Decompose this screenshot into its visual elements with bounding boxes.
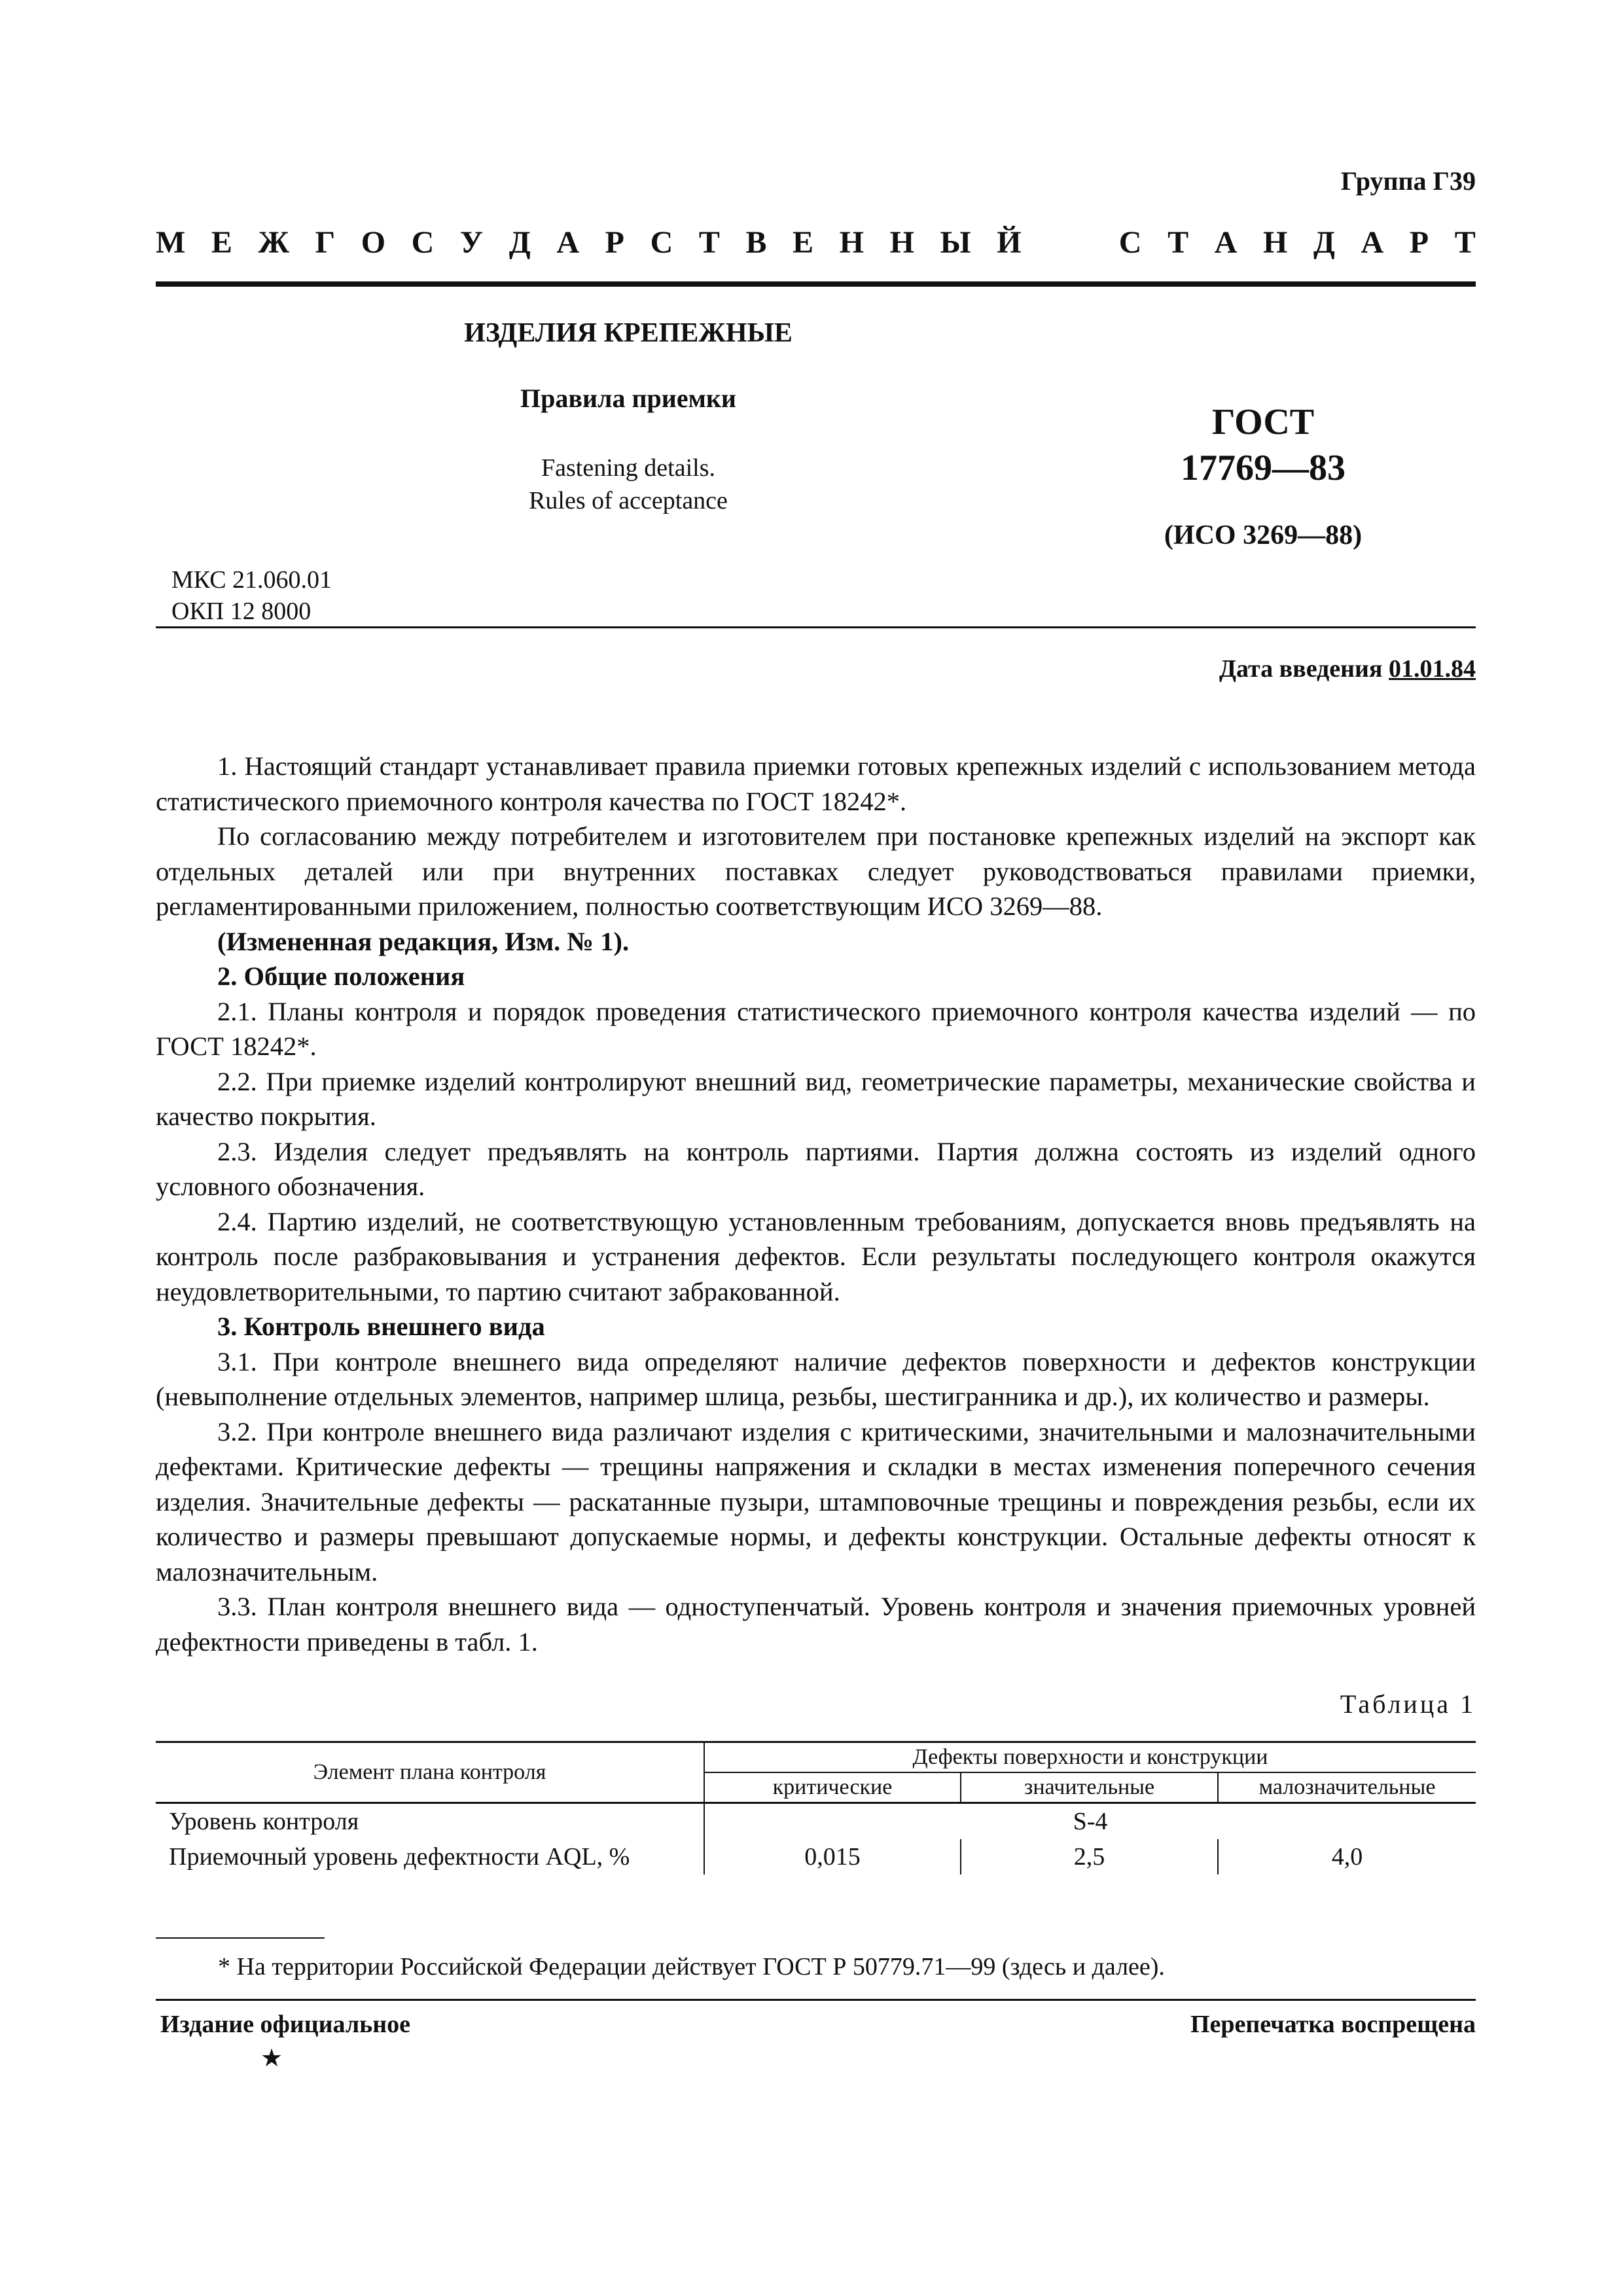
star-icon: ★ <box>260 2045 283 2072</box>
english-title <box>314 452 942 517</box>
heading-letter: Ж <box>258 224 289 260</box>
header-significant: значительные <box>961 1772 1218 1803</box>
english-title-line: Rules of acceptance <box>529 487 728 514</box>
control-level-value: S-4 <box>1073 1808 1108 1835</box>
header-minor: малозначительные <box>1218 1772 1476 1803</box>
document-title: ИЗДЕЛИЯ КРЕПЕЖНЫЕ <box>464 318 793 348</box>
table-caption: Таблица 1 <box>1340 1689 1476 1719</box>
heading-letter: Й <box>997 224 1022 260</box>
paragraph: По согласованию между потребителем и изготовителем при постановке крепежных изделий на экспорт как отдельных деталей или при внутренних поставках следует руководствоваться правилами приемки, регламентированными приложением, полностью соответствующим ИСО 3269—88. <box>156 821 1476 921</box>
heading-letter: С <box>411 224 435 260</box>
heading-letter: Н <box>889 224 914 260</box>
intro-date-value: 01.01.84 <box>1389 655 1476 683</box>
gost-number: 17769—83 <box>1181 448 1346 488</box>
header-critical: критические <box>704 1772 961 1803</box>
document-body <box>156 749 1476 1659</box>
heading-letter: М <box>156 224 186 260</box>
reprint-prohibited-label: Перепечатка воспрещена <box>1190 2011 1476 2038</box>
paragraph: 2.4. Партию изделий, не соответствующую установленным требованиям, допускается вновь предъявлять на контроль после разбраковывания и устранения дефектов. Если результаты последующего контроля окажутся неудовлетворительными, то партию считают забракованной. <box>156 1206 1476 1306</box>
aql-minor: 4,0 <box>1331 1843 1363 1871</box>
codes-rule <box>156 626 1476 628</box>
heading-letter: О <box>361 224 386 260</box>
paragraph: 1. Настоящий стандарт устанавливает правила приемки готовых крепежных изделий с использованием метода статистического приемочного контроля качества по ГОСТ 18242*. <box>156 751 1476 816</box>
heading-letter: Ы <box>940 224 971 260</box>
header-rule <box>156 281 1476 287</box>
section-heading: 3. Контроль внешнего вида <box>217 1312 545 1341</box>
row-label: Приемочный уровень дефектности AQL, % <box>156 1839 704 1874</box>
gost-label: ГОСТ <box>1211 402 1315 442</box>
header-defects-group: Дефекты поверхности и конструкции <box>704 1742 1476 1773</box>
group-code: Группа Г39 <box>1340 166 1476 196</box>
heading-letter: Н <box>1262 224 1288 260</box>
heading-letter: Т <box>1168 224 1189 260</box>
official-edition-label: Издание официальное <box>160 2011 411 2038</box>
interstate-standard-heading <box>156 223 1476 262</box>
okp-code: ОКП 12 8000 <box>171 598 312 625</box>
heading-letter: С <box>650 224 673 260</box>
classification-codes <box>171 564 332 627</box>
footnote: * На территории Российской Федерации действует ГОСТ Р 50779.71—99 (здесь и далее). <box>218 1953 1165 1981</box>
heading-letter: А <box>1361 224 1384 260</box>
row-label: Уровень контроля <box>156 1803 704 1840</box>
footer-rule <box>156 1999 1476 2001</box>
heading-letter: У <box>459 224 484 260</box>
english-title-line: Fastening details. <box>541 454 715 482</box>
heading-letter: Д <box>1313 224 1335 260</box>
paragraph: 2.2. При приемке изделий контролируют внешний вид, геометрические параметры, механические свойства и качество покрытия. <box>156 1066 1476 1131</box>
paragraph: 3.1. При контроле внешнего вида определяют наличие дефектов поверхности и дефектов конструкции (невыполнение отдельных элементов, например шлица, резьбы, шестигранника и др.), их количество и размеры. <box>156 1346 1476 1411</box>
footnote-rule <box>156 1937 325 1939</box>
heading-letter: Е <box>211 224 232 260</box>
aql-significant: 2,5 <box>961 1839 1218 1874</box>
heading-letter: Т <box>1454 224 1476 260</box>
heading-letter: Р <box>1409 224 1429 260</box>
paragraph: 3.2. При контроле внешнего вида различают изделия с критическими, значительными и малозначительными дефектами. Критические дефекты — трещины напряжения и складки в местах изменения поперечного сечения изделия. Значительные дефекты — раскатанные пузыри, штамповочные трещины и повреждения резьбы, если их количество и размеры превышают допускаемые нормы, и дефекты конструкции. Остальные дефекты относят к малозначительным. <box>156 1416 1476 1587</box>
heading-letter: Е <box>793 224 814 260</box>
paragraph: 2.1. Планы контроля и порядок проведения статистического приемочного контроля качества изделий — по ГОСТ 18242*. <box>156 996 1476 1061</box>
amendment-note: (Измененная редакция, Изм. № 1). <box>217 926 630 956</box>
mks-code: МКС 21.060.01 <box>171 566 332 594</box>
heading-letter: С <box>1118 224 1142 260</box>
aql-critical: 0,015 <box>704 1839 961 1874</box>
introduction-date <box>1219 655 1476 683</box>
intro-date-label: Дата введения <box>1219 655 1389 683</box>
table-row <box>156 1803 1476 1840</box>
paragraph: 2.3. Изделия следует предъявлять на контроль партиями. Партия должна состоять из изделий одного условного обозначения. <box>156 1136 1476 1201</box>
heading-letter: А <box>1214 224 1238 260</box>
heading-letter: Г <box>315 224 336 260</box>
heading-letter: Р <box>605 224 624 260</box>
heading-letter: Н <box>839 224 864 260</box>
section-heading: 2. Общие положения <box>217 961 465 991</box>
header-element: Элемент плана контроля <box>156 1742 704 1803</box>
iso-reference: (ИСО 3269—88) <box>1164 520 1363 550</box>
paragraph: 3.3. План контроля внешнего вида — одноступенчатый. Уровень контроля и значения приемочных уровней дефектности приведены в табл. 1. <box>156 1592 1476 1657</box>
document-subtitle: Правила приемки <box>520 384 736 413</box>
heading-letter: В <box>745 224 767 260</box>
gost-designation <box>1099 399 1427 551</box>
acceptance-table <box>156 1741 1476 1874</box>
table-row <box>156 1839 1476 1874</box>
heading-letter: Т <box>698 224 720 260</box>
heading-letter: Д <box>508 224 531 260</box>
heading-letter: А <box>556 224 580 260</box>
